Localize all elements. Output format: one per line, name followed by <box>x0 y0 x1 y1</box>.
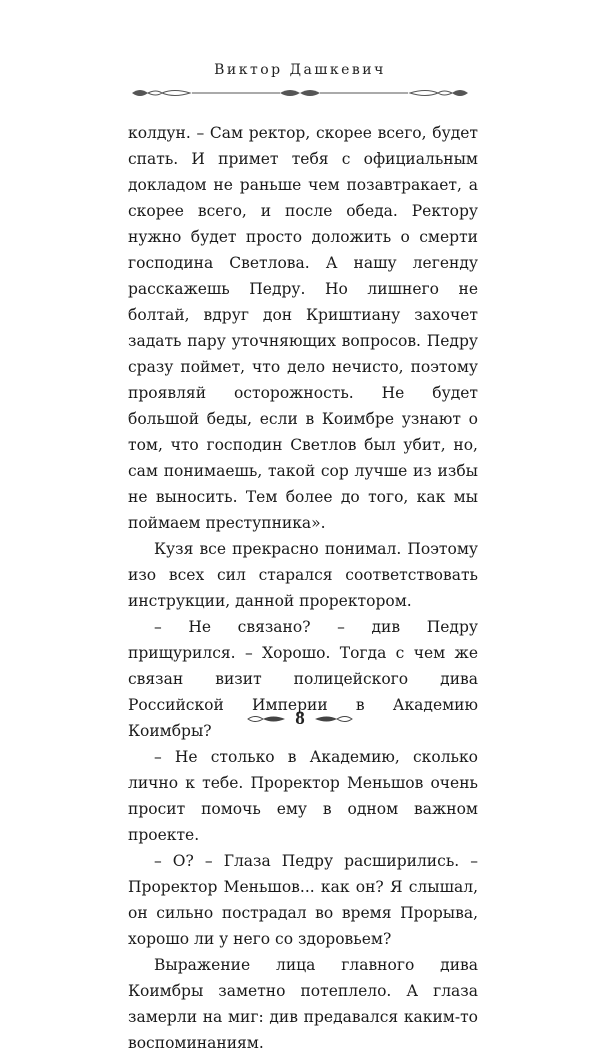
paragraph: Выражение лица главного дива Коимбры заметно потеплело. А глаза замерли на миг: див предавался каким-то воспоминаниям. <box>128 956 478 1052</box>
running-head-author: Виктор Дашкевич <box>214 62 386 78</box>
main-text <box>128 120 478 1056</box>
paragraph: Кузя все прекрасно понимал. Поэтому изо всех сил старался соответствовать инструкции, данной проректором. <box>128 540 478 610</box>
folio-ornament-right <box>313 713 353 725</box>
paragraph: колдун. – Сам ректор, скорее всего, будет спать. И примет тебя с официальным докладом не раньше чем позавтракает, а скорее всего, и после обеда. Ректору нужно будет просто доложить о смерти господина Светлова. А нашу легенду расскажешь Педру. Но лишнего не болтай, вдруг дон Криштиану захочет задать пару уточняющих вопросов. Педру сразу поймет, что дело нечисто, поэтому проявляй осторожность. Не будет большой беды, если в Коимбре узнают о том, что господин Светлов был убит, но, сам понимаешь, такой сор лучше из избы не выносить. Тем более до того, как мы поймаем преступника». <box>128 124 478 532</box>
paragraph: – Не связано? – див Педру прищурился. – Хорошо. Тогда с чем же связан визит полицейского дива Российской Империи в Академию Коимбры? <box>128 618 478 740</box>
folio-ornament-left <box>247 713 287 725</box>
header-ornament-rule <box>130 85 470 101</box>
page-number: 8 <box>295 708 305 729</box>
page-footer <box>0 708 600 730</box>
paragraph: – О? – Глаза Педру расширились. – Проректор Меньшов... как он? Я слышал, он сильно пострадал во время Прорыва, хорошо ли у него со здоровьем? <box>128 852 478 948</box>
paragraph: – Не столько в Академию, сколько лично к тебе. Проректор Меньшов очень просит помочь ему в одном важном проекте. <box>128 748 478 844</box>
